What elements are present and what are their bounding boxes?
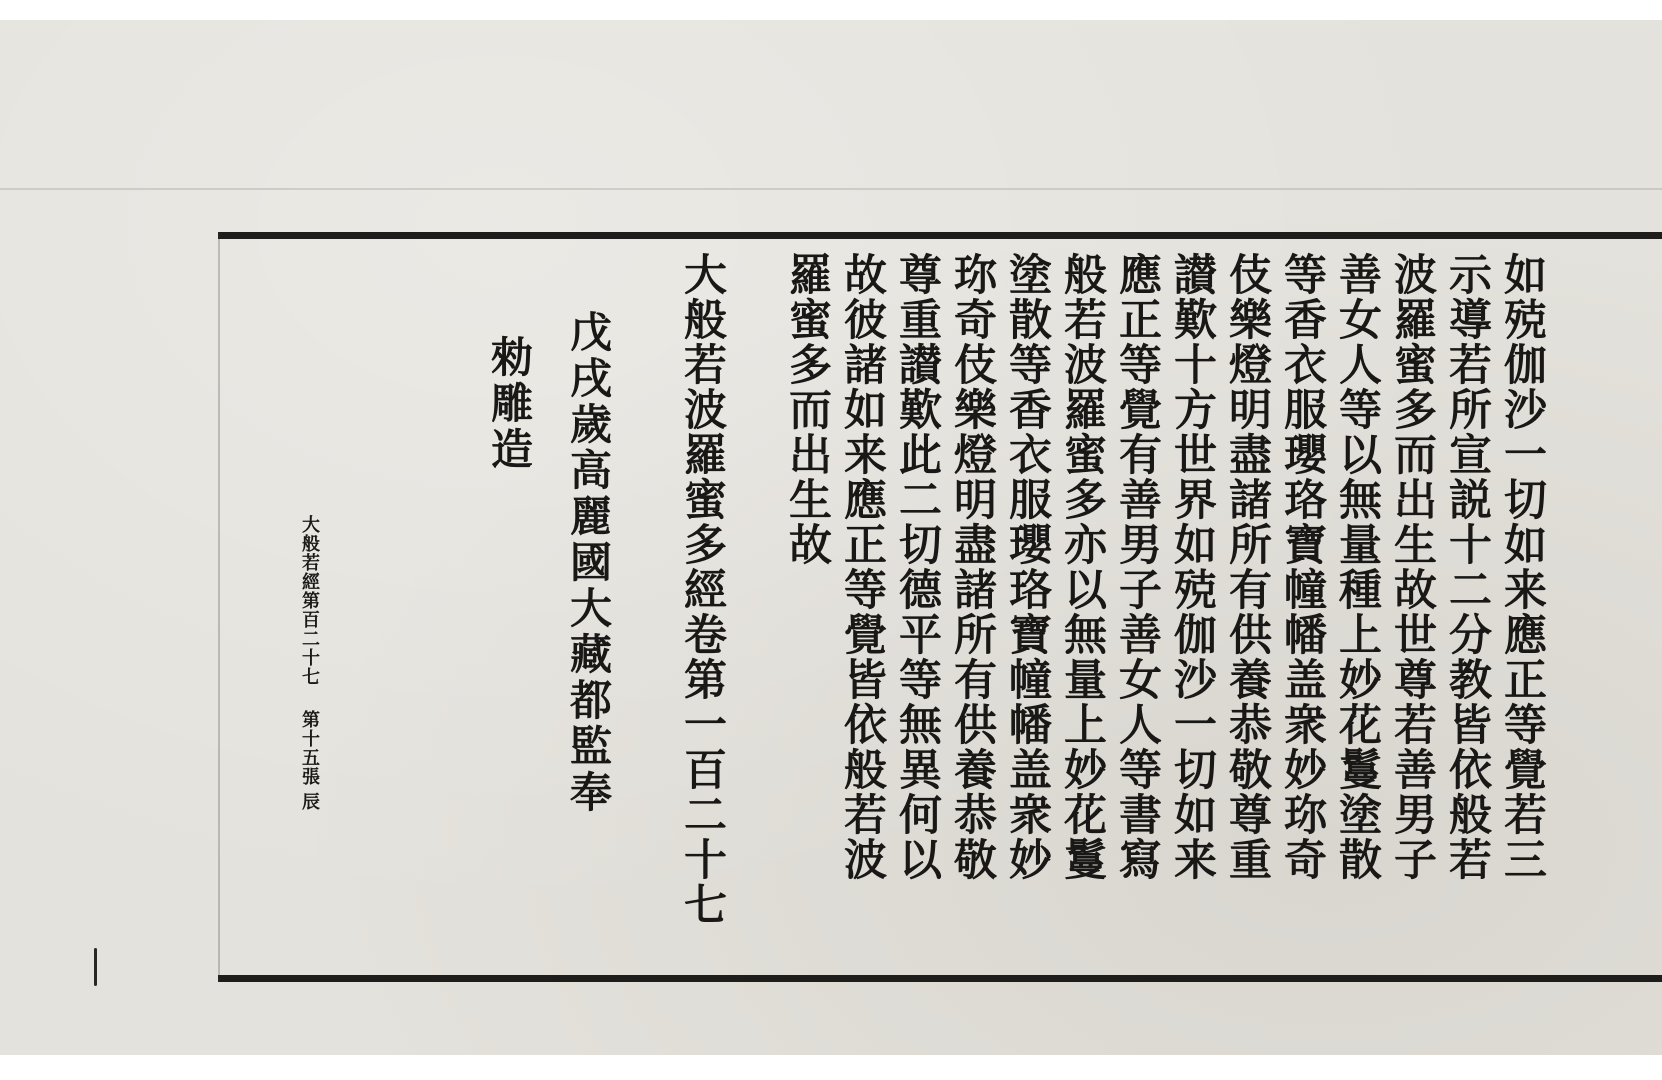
text-column: 塗散等香衣服瓔珞寶幢幡盖衆妙 [1002, 252, 1052, 882]
stray-ink-mark [94, 948, 97, 986]
text-column: 示導若所宣説十二分教皆依般若 [1442, 252, 1492, 882]
frame-left-edge [218, 232, 220, 982]
text-column: 羅蜜多而出生故 [782, 252, 832, 567]
margin-scroll-label: 大般若經第百二十七 [299, 515, 320, 686]
scanned-page [0, 20, 1662, 1055]
text-column: 尊重讃歎此二切德平等無異何以 [892, 252, 942, 882]
sutra-title: 大般若波羅蜜多經卷第一百二十七 [677, 252, 727, 927]
text-column: 如殑伽沙一切如来應正等覺若三 [1497, 252, 1547, 882]
text-column: 善女人等以無量種上妙花鬘塗散 [1332, 252, 1382, 882]
paper-seam [0, 188, 1662, 190]
text-column: 珎奇伎樂燈明盡諸所有供養恭敬 [947, 252, 997, 882]
text-column: 伎樂燈明盡諸所有供養恭敬尊重 [1222, 252, 1272, 882]
text-column: 等香衣服瓔珞寶幢幡盖衆妙珎奇 [1277, 252, 1327, 882]
margin-mark: 辰 [299, 792, 320, 811]
text-column: 般若波羅蜜多亦以無量上妙花鬘 [1057, 252, 1107, 882]
text-column: 讃歎十方世界如殑伽沙一切如来 [1167, 252, 1217, 882]
text-column: 波羅蜜多而出生故世尊若善男子 [1387, 252, 1437, 882]
text-column: 應正等覺有善男子善女人等書寫 [1112, 252, 1162, 882]
margin-sheet-label: 第十五張 [299, 710, 320, 786]
text-column: 故彼諸如来應正等覺皆依般若波 [837, 252, 887, 882]
colophon-year-line: 戊戌歲高麗國大藏都監奉 [564, 310, 613, 816]
colophon-edict-line: 勑雕造 [485, 335, 534, 473]
